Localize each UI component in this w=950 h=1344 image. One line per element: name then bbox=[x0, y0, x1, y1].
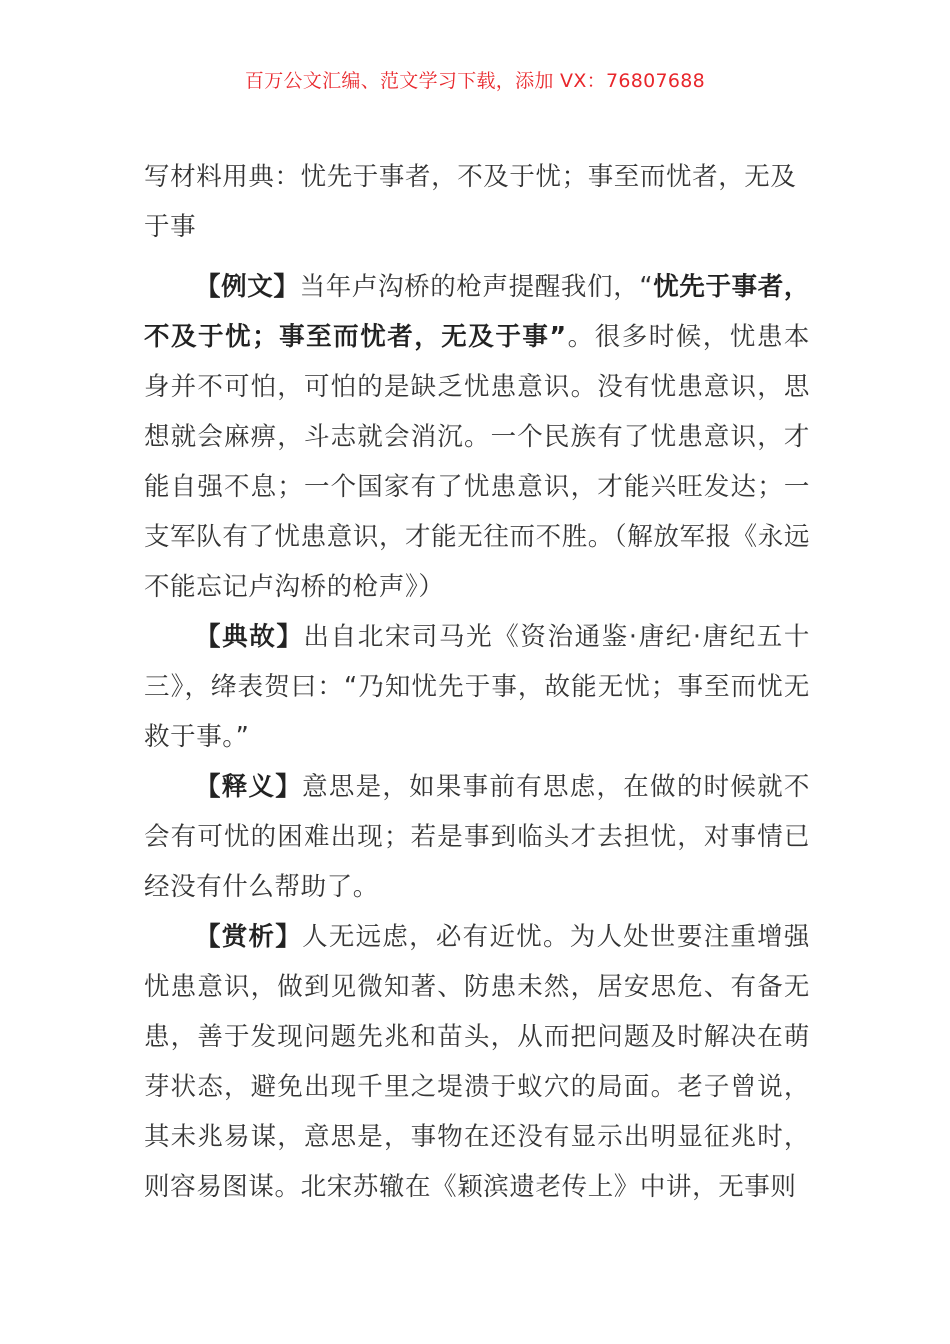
section-text: 出自北宋司马光《资治通鉴·唐纪·唐纪五十三》，绛表贺曰：“乃知忧先于事，故能无忧；事至而忧无救于事。” bbox=[144, 622, 810, 752]
section-appreciation bbox=[144, 912, 810, 1212]
section-text: 意思是，如果事前有思虑，在做的时候就不会有可忧的困难出现；若是事到临头才去担忧，对事情已经没有什么帮助了。 bbox=[144, 772, 810, 902]
watermark-banner: 百万公文汇编、范文学习下载，添加 VX：76807688 bbox=[244, 70, 706, 92]
section-tag: 【释义】 bbox=[195, 772, 303, 802]
section-tag: 【典故】 bbox=[195, 622, 304, 652]
bold-quote: 忧先于事者，不及于忧；事至而忧者，无及于事” bbox=[144, 272, 810, 352]
section-text: 当年卢沟桥的枪声提醒我们，“ bbox=[299, 272, 654, 302]
section-tag: 【例文】 bbox=[195, 272, 300, 302]
document-body bbox=[144, 152, 810, 1212]
section-example bbox=[144, 262, 810, 612]
section-meaning bbox=[144, 762, 810, 912]
section-text: 。很多时候，忧患本身并不可怕，可怕的是缺乏忧患意识。没有忧患意识，思想就会麻痹，斗志就会消沉。一个民族有了忧患意识，才能自强不息；一个国家有了忧患意识，才能兴旺发达；一支军队有了忧患意识，才能无往而不胜。（解放军报《永远不能忘记卢沟桥的枪声》） bbox=[144, 322, 810, 602]
document-title: 写材料用典：忧先于事者，不及于忧；事至而忧者，无及于事 bbox=[144, 162, 797, 242]
section-allusion bbox=[144, 612, 810, 762]
section-text: 人无远虑，必有近忧。为人处世要注重增强忧患意识，做到见微知著、防患未然，居安思危、有备无患，善于发现问题先兆和苗头，从而把问题及时解决在萌芽状态，避免出现千里之堤溃于蚁穴的局面。老子曾说，其未兆易谋，意思是，事物在还没有显示出明显征兆时，则容易图谋。北宋苏辙在《颖滨遗老传上》中讲，无事则 bbox=[144, 922, 810, 1202]
section-tag: 【赏析】 bbox=[195, 922, 303, 952]
